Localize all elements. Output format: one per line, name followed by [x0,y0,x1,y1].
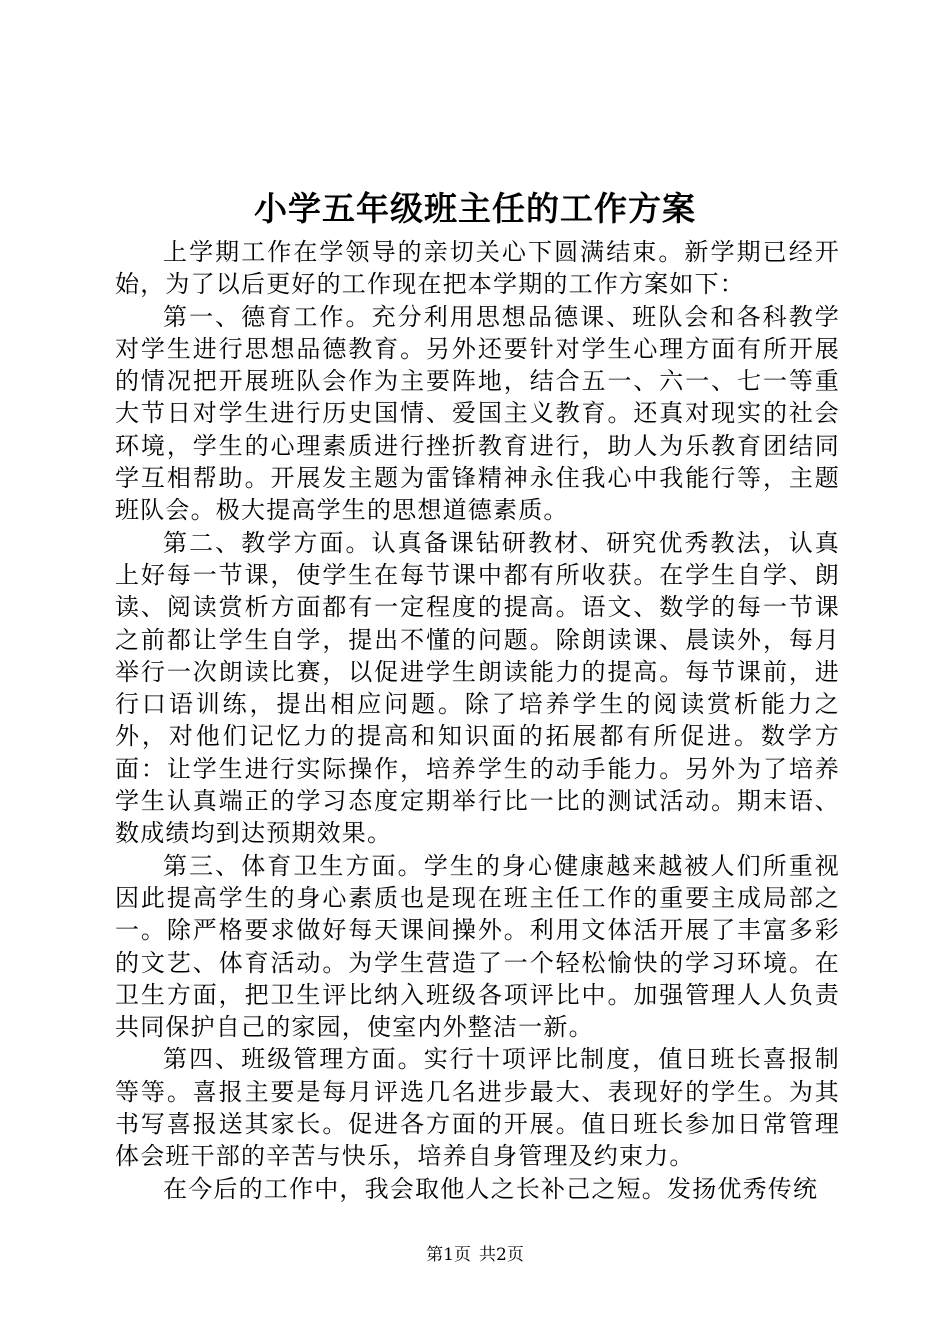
paragraph-future-work: 在今后的工作中，我会取他人之长补己之短。发扬优秀传统 [163,1174,819,1203]
page-number-total: 共2页 [479,1245,524,1265]
paragraph-intro: 上学期工作在学领导的亲切关心下圆满结束。新学期已经开始，为了以后更好的工作现在把本学期的工作方案如下： [115,238,840,299]
paragraph-class-management: 第四、班级管理方面。实行十项评比制度，值日班长喜报制等等。喜报主要是每月评选几名进步最大、表现好的学生。为其书写喜报送其家长。促进各方面的开展。值日班长参加日常管理体会班干部的辛苦与快乐，培养自身管理及约束力。 [115,1045,840,1171]
paragraph-sports-hygiene: 第三、体育卫生方面。学生的身心健康越来越被人们所重视因此提高学生的身心素质也是现在班主任工作的重要主成局部之一。除严格要求做好每天课间操外。利用文体活开展了丰富多彩的文艺、体育活动。为学生营造了一个轻松愉快的学习环境。在卫生方面，把卫生评比纳入班级各项评比中。加强管理人人负责共同保护自己的家园，使室内外整洁一新。 [115,851,840,1042]
document-title: 小学五年级班主任的工作方案 [254,189,696,228]
paragraph-moral-education: 第一、德育工作。充分利用思想品德课、班队会和各科教学对学生进行思想品德教育。另外还要针对学生心理方面有所开展的情况把开展班队会作为主要阵地，结合五一、六一、七一等重大节日对学生进行历史国情、爱国主义教育。还真对现实的社会环境，学生的心理素质进行挫折教育进行，助人为乐教育团结同学互相帮助。开展发主题为雷锋精神永住我心中我能行等，主题班队会。极大提高学生的思想道德素质。 [115,302,840,525]
page-footer [0,1243,950,1267]
page-number-current: 第1页 [426,1245,471,1265]
document-body [115,236,840,1205]
paragraph-teaching: 第二、教学方面。认真备课钻研教材、研究优秀教法，认真上好每一节课，使学生在每节课中都有所收获。在学生自学、朗读、阅读赏析方面都有一定程度的提高。语文、数学的每一节课之前都让学生自学，提出不懂的问题。除朗读课、晨读外，每月举行一次朗读比赛，以促进学生朗读能力的提高。每节课前，进行口语训练，提出相应问题。除了培养学生的阅读赏析能力之外，对他们记忆力的提高和知识面的拓展都有所促进。数学方面：让学生进行实际操作，培养学生的动手能力。另外为了培养学生认真端正的学习态度定期举行比一比的测试活动。期末语、数成绩均到达预期效果。 [115,528,840,848]
